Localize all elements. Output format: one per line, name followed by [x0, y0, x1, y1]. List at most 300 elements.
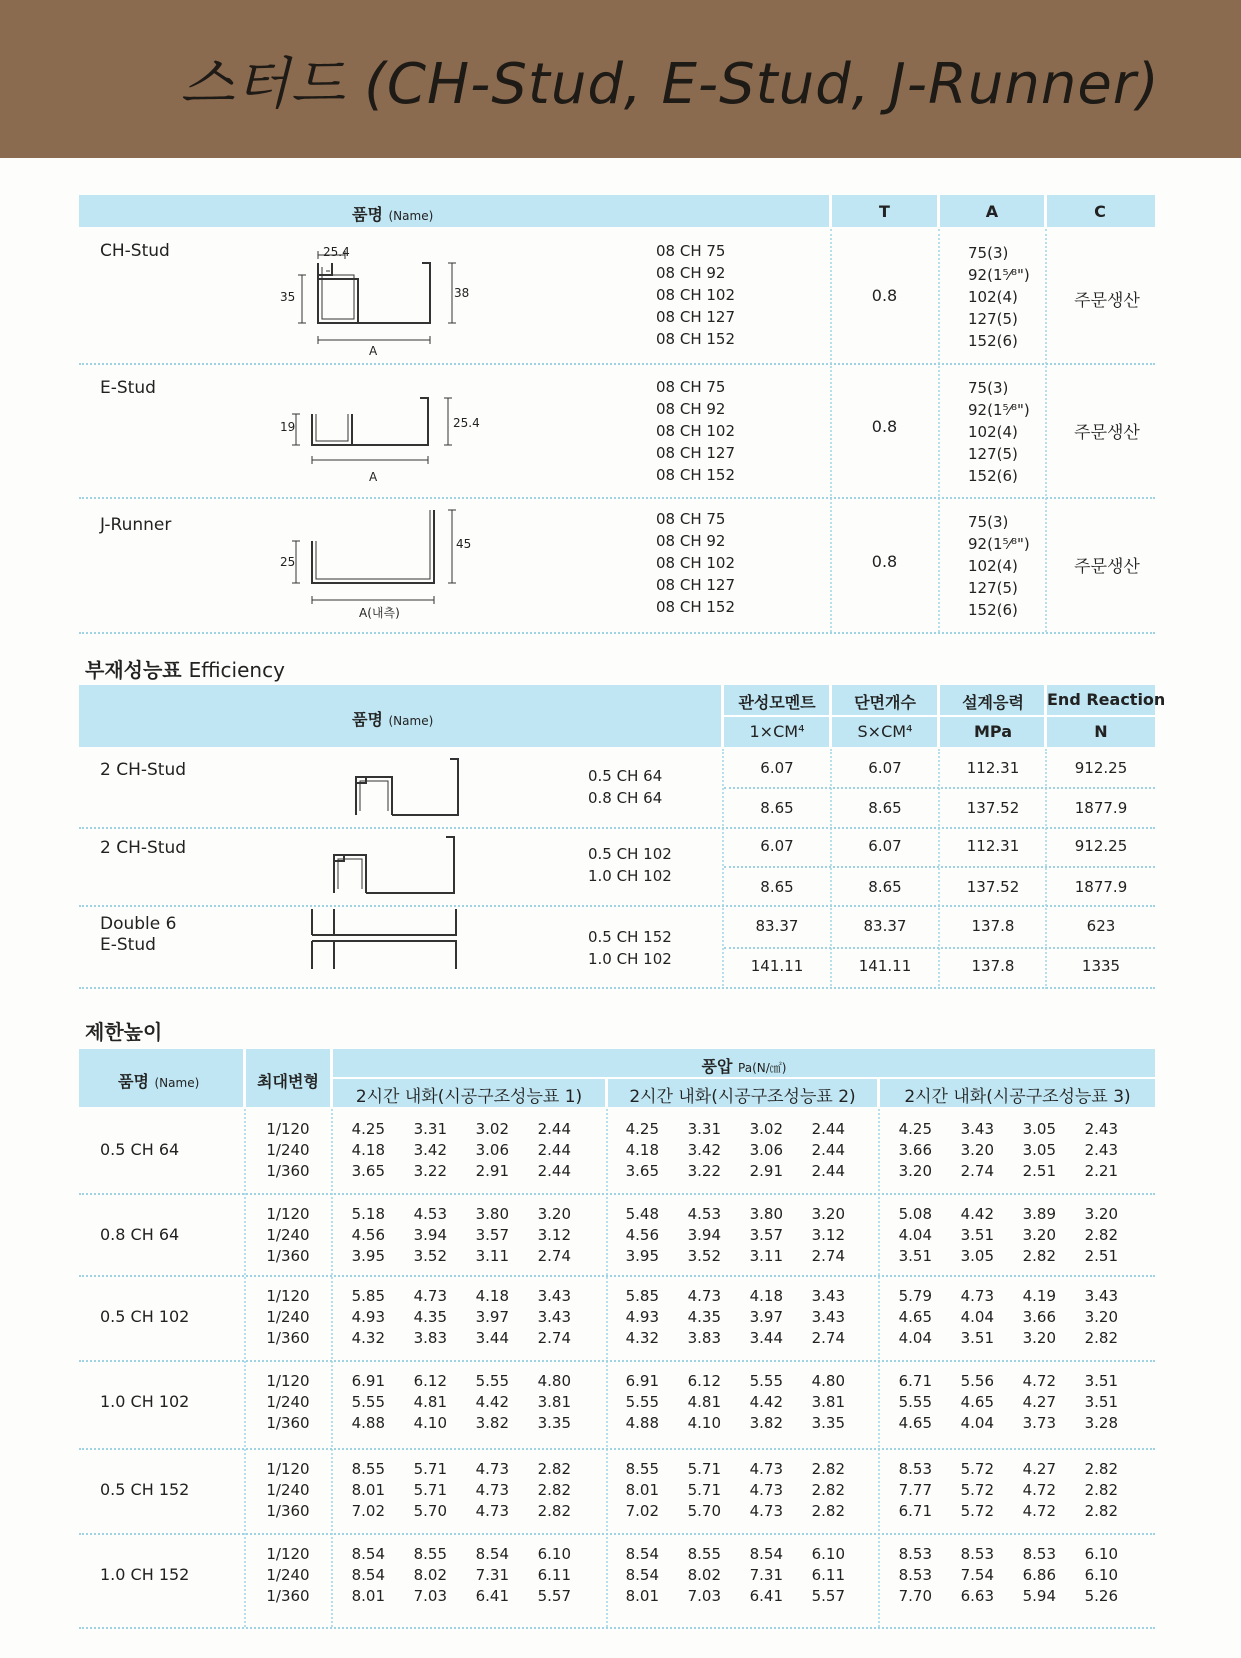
limit-value: 2.74 — [960, 1162, 994, 1180]
limit-value: 3.12 — [811, 1226, 845, 1244]
limit-value: 2.82 — [1084, 1226, 1118, 1244]
limit-value: 5.72 — [960, 1502, 994, 1520]
header-name — [118, 1069, 199, 1092]
dim-label: A(내측) — [359, 606, 400, 620]
deflection-value: 1/240 — [266, 1566, 310, 1584]
header-section-unit: S×CM⁴ — [857, 722, 913, 741]
deflection-value: 1/240 — [266, 1481, 310, 1499]
limit-value: 2.43 — [1084, 1120, 1118, 1138]
limit-value: 3.83 — [687, 1329, 721, 1347]
efficiency-name: 2 CH-Stud — [100, 838, 187, 858]
efficiency-value: 6.07 — [868, 759, 902, 777]
limit-value: 4.88 — [625, 1414, 659, 1432]
limit-value: 4.10 — [413, 1414, 447, 1432]
limit-value: 5.71 — [687, 1460, 721, 1478]
limit-value: 4.81 — [413, 1393, 447, 1411]
limit-value-column — [1073, 1119, 1118, 1182]
limit-value: 3.97 — [749, 1308, 783, 1326]
limit-value-column — [340, 1119, 385, 1182]
header-name-en: (Name) — [388, 714, 434, 728]
limit-value: 2.91 — [749, 1162, 783, 1180]
row-divider — [79, 905, 1155, 907]
limit-value: 3.82 — [749, 1414, 783, 1432]
header-separator — [333, 1077, 1155, 1079]
limit-value-column — [340, 1286, 385, 1349]
a-value: 75(3) — [968, 244, 1009, 262]
limit-value: 7.03 — [413, 1587, 447, 1605]
page-title: 스터드 (CH-Stud, E-Stud, J-Runner) — [180, 52, 1160, 117]
limit-value: 5.55 — [898, 1393, 932, 1411]
limit-value-column — [949, 1119, 994, 1182]
limit-value: 3.44 — [475, 1329, 509, 1347]
limit-value-column — [800, 1544, 845, 1607]
limit-value: 3.20 — [1022, 1329, 1056, 1347]
limit-value: 3.81 — [811, 1393, 845, 1411]
column-divider — [878, 1109, 880, 1627]
limit-value-column — [738, 1204, 783, 1267]
limit-value: 4.27 — [1022, 1393, 1056, 1411]
a-value: 92(1⁵⁄⁸") — [968, 401, 1030, 419]
limit-value: 3.02 — [749, 1120, 783, 1138]
limit-value: 8.54 — [475, 1545, 509, 1563]
row-divider — [79, 987, 1155, 989]
limit-value: 8.54 — [749, 1545, 783, 1563]
limit-value: 4.73 — [749, 1460, 783, 1478]
a-value: 152(6) — [968, 467, 1018, 485]
limit-value-column — [949, 1204, 994, 1267]
limit-value: 3.20 — [960, 1141, 994, 1159]
limit-product-name: 0.5 CH 102 — [100, 1307, 190, 1326]
deflection-value: 1/240 — [266, 1393, 310, 1411]
limit-value: 6.41 — [475, 1587, 509, 1605]
deflection-value: 1/360 — [266, 1247, 310, 1265]
j-runner-profile-diagram — [270, 505, 480, 620]
limit-value: 3.97 — [475, 1308, 509, 1326]
limit-value: 8.53 — [898, 1545, 932, 1563]
limit-value: 5.55 — [749, 1372, 783, 1390]
header-name — [352, 202, 433, 225]
limit-value: 2.82 — [537, 1460, 571, 1478]
header-group-3: 2시간 내화(시공구조성능표 3) — [904, 1087, 1131, 1107]
limit-value: 3.80 — [475, 1205, 509, 1223]
header-moment-unit: 1×CM⁴ — [749, 722, 805, 741]
limit-value: 2.74 — [811, 1247, 845, 1265]
limit-product-name: 0.5 CH 152 — [100, 1480, 190, 1499]
efficiency-value: 112.31 — [966, 837, 1020, 855]
header-t: T — [879, 202, 890, 221]
limit-value-column — [402, 1204, 447, 1267]
limit-value: 4.18 — [749, 1287, 783, 1305]
efficiency-value: 912.25 — [1074, 759, 1128, 777]
efficiency-name: 2 CH-Stud — [100, 760, 187, 780]
header-stress: 설계응력 — [962, 693, 1024, 712]
row-divider — [724, 947, 1155, 949]
limit-value: 4.04 — [898, 1226, 932, 1244]
limit-value: 3.05 — [1022, 1141, 1056, 1159]
limit-value-column — [800, 1459, 845, 1522]
limit-value: 4.73 — [749, 1481, 783, 1499]
limit-value-column — [949, 1371, 994, 1434]
title-banner — [0, 0, 1241, 158]
header-section: 단면개수 — [854, 693, 916, 712]
limit-value: 2.82 — [1084, 1460, 1118, 1478]
a-value: 75(3) — [968, 513, 1009, 531]
limit-value: 6.11 — [537, 1566, 571, 1584]
limit-value: 5.70 — [687, 1502, 721, 1520]
dim-label: 19 — [280, 420, 296, 434]
limit-value: 3.42 — [687, 1141, 721, 1159]
limit-value-column — [614, 1204, 659, 1267]
deflection-value: 1/240 — [266, 1226, 310, 1244]
limit-value: 6.10 — [1084, 1545, 1118, 1563]
limit-value: 3.05 — [960, 1247, 994, 1265]
efficiency-codes: 0.5 CH 102 1.0 CH 102 — [588, 845, 672, 885]
limit-value: 5.79 — [898, 1287, 932, 1305]
limit-value: 4.18 — [475, 1287, 509, 1305]
header-group-2: 2시간 내화(시공구조성능표 2) — [629, 1087, 856, 1107]
limit-value: 2.44 — [537, 1162, 571, 1180]
dim-label: 25.4 — [453, 416, 480, 430]
thickness-value: 0.8 — [871, 417, 898, 436]
limit-value: 3.52 — [687, 1247, 721, 1265]
limit-value: 4.25 — [625, 1120, 659, 1138]
limit-value: 7.02 — [625, 1502, 659, 1520]
limit-value: 3.28 — [1084, 1414, 1118, 1432]
limit-value-column — [340, 1544, 385, 1607]
limit-value: 6.63 — [960, 1587, 994, 1605]
a-values — [968, 511, 1030, 621]
limit-value-column — [526, 1371, 571, 1434]
limit-value: 2.82 — [811, 1481, 845, 1499]
row-divider — [79, 827, 1155, 829]
limit-product-name: 0.5 CH 64 — [100, 1140, 180, 1159]
header-wind-pressure — [333, 1054, 1155, 1077]
limit-value: 6.91 — [351, 1372, 385, 1390]
efficiency-value: 141.11 — [750, 957, 804, 975]
limit-value: 4.25 — [898, 1120, 932, 1138]
limit-value: 6.71 — [898, 1372, 932, 1390]
limit-value: 3.57 — [749, 1226, 783, 1244]
limit-value-column — [340, 1459, 385, 1522]
deflection-value: 1/120 — [266, 1545, 310, 1563]
limit-value: 8.55 — [413, 1545, 447, 1563]
limit-value: 7.02 — [351, 1502, 385, 1520]
limit-value: 3.94 — [413, 1226, 447, 1244]
limit-value-column — [676, 1286, 721, 1349]
a-value: 102(4) — [968, 557, 1018, 575]
limit-value: 3.06 — [475, 1141, 509, 1159]
limit-value-column — [402, 1286, 447, 1349]
limit-value-column — [738, 1286, 783, 1349]
limit-value: 4.88 — [351, 1414, 385, 1432]
limit-value-column — [800, 1204, 845, 1267]
deflection-list — [248, 1119, 328, 1182]
limit-value: 6.12 — [687, 1372, 721, 1390]
limit-value: 3.43 — [811, 1287, 845, 1305]
limit-value-column — [614, 1371, 659, 1434]
efficiency-name: Double 6 E-Stud — [100, 914, 177, 955]
limit-value: 3.52 — [413, 1247, 447, 1265]
deflection-value: 1/360 — [266, 1587, 310, 1605]
header-name — [352, 707, 433, 730]
order-production: 주문생산 — [1074, 423, 1140, 443]
limit-value-column — [738, 1371, 783, 1434]
limit-value: 2.82 — [811, 1502, 845, 1520]
limit-value: 2.82 — [1022, 1247, 1056, 1265]
limit-value: 8.54 — [351, 1566, 385, 1584]
ch-stud-profile-diagram — [270, 245, 480, 360]
limit-value-column — [464, 1371, 509, 1434]
limit-value: 2.44 — [537, 1141, 571, 1159]
limit-value: 3.95 — [351, 1247, 385, 1265]
a-values — [968, 377, 1030, 487]
product-name: CH-Stud — [100, 241, 170, 261]
limit-value: 5.48 — [625, 1205, 659, 1223]
a-value: 127(5) — [968, 310, 1018, 328]
limit-value: 5.57 — [537, 1587, 571, 1605]
deflection-list — [248, 1204, 328, 1267]
limit-value: 5.08 — [898, 1205, 932, 1223]
thickness-value: 0.8 — [871, 552, 898, 571]
limit-value: 3.22 — [413, 1162, 447, 1180]
efficiency-value: 137.52 — [966, 878, 1020, 896]
limit-value: 5.56 — [960, 1372, 994, 1390]
limit-value-column — [887, 1119, 932, 1182]
limit-value: 2.82 — [811, 1460, 845, 1478]
product-codes: 08 CH 75 08 CH 92 08 CH 102 08 CH 127 08 CH 152 — [656, 378, 736, 484]
double-ch-stud-diagram — [328, 833, 468, 903]
row-divider — [79, 1360, 1155, 1362]
limit-value: 3.43 — [537, 1308, 571, 1326]
limit-value: 3.20 — [1084, 1205, 1118, 1223]
limit-value: 3.42 — [413, 1141, 447, 1159]
limit-value: 8.55 — [625, 1460, 659, 1478]
limit-value: 4.73 — [749, 1502, 783, 1520]
limit-value-column — [676, 1204, 721, 1267]
limit-value: 3.20 — [811, 1205, 845, 1223]
header-a: A — [985, 202, 999, 221]
limit-value-column — [526, 1204, 571, 1267]
column-divider — [244, 1109, 246, 1627]
limit-value: 5.55 — [475, 1372, 509, 1390]
row-divider — [79, 497, 1155, 499]
a-value: 127(5) — [968, 579, 1018, 597]
efficiency-value: 6.07 — [868, 837, 902, 855]
limit-value: 8.02 — [687, 1566, 721, 1584]
limit-value: 5.26 — [1084, 1587, 1118, 1605]
deflection-value: 1/240 — [266, 1308, 310, 1326]
row-divider — [79, 1193, 1155, 1195]
limit-value: 8.01 — [625, 1481, 659, 1499]
limit-value: 3.22 — [687, 1162, 721, 1180]
limit-value-column — [340, 1204, 385, 1267]
header-name-en: (Name) — [154, 1076, 200, 1090]
limit-value-column — [464, 1286, 509, 1349]
a-value: 152(6) — [968, 332, 1018, 350]
limit-value: 2.44 — [811, 1120, 845, 1138]
limit-value: 3.51 — [898, 1247, 932, 1265]
limit-value-column — [676, 1119, 721, 1182]
limit-value: 4.65 — [898, 1414, 932, 1432]
deflection-value: 1/240 — [266, 1141, 310, 1159]
row-divider — [79, 632, 1155, 634]
limit-value: 4.27 — [1022, 1460, 1056, 1478]
deflection-value: 1/360 — [266, 1414, 310, 1432]
limit-value-column — [887, 1204, 932, 1267]
limit-value-column — [1011, 1119, 1056, 1182]
column-divider — [938, 749, 940, 989]
limit-value: 3.81 — [537, 1393, 571, 1411]
limit-value: 4.53 — [413, 1205, 447, 1223]
order-production: 주문생산 — [1074, 557, 1140, 577]
limit-value-column — [614, 1544, 659, 1607]
efficiency-value: 137.8 — [971, 957, 1015, 975]
limit-value: 3.12 — [537, 1226, 571, 1244]
limit-value: 3.43 — [1084, 1287, 1118, 1305]
limit-value: 6.86 — [1022, 1566, 1056, 1584]
limit-value: 4.53 — [687, 1205, 721, 1223]
a-value: 92(1⁵⁄⁸") — [968, 535, 1030, 553]
header-end-reaction: End Reaction — [1047, 690, 1166, 709]
limit-value: 4.18 — [625, 1141, 659, 1159]
limit-value-column — [526, 1286, 571, 1349]
limit-value: 5.94 — [1022, 1587, 1056, 1605]
limit-value: 3.66 — [1022, 1308, 1056, 1326]
deflection-value: 1/120 — [266, 1460, 310, 1478]
limit-value: 4.04 — [898, 1329, 932, 1347]
limit-value-column — [402, 1544, 447, 1607]
limit-value-column — [1073, 1544, 1118, 1607]
limit-value: 6.71 — [898, 1502, 932, 1520]
limit-value: 3.43 — [537, 1287, 571, 1305]
limit-value: 3.66 — [898, 1141, 932, 1159]
a-value: 152(6) — [968, 601, 1018, 619]
limit-value: 4.72 — [1022, 1372, 1056, 1390]
limit-value-column — [1011, 1204, 1056, 1267]
limit-value: 8.54 — [625, 1545, 659, 1563]
efficiency-value: 8.65 — [760, 878, 794, 896]
limit-value: 4.81 — [687, 1393, 721, 1411]
dim-label: 45 — [456, 537, 472, 551]
a-value: 127(5) — [968, 445, 1018, 463]
limit-value: 3.43 — [811, 1308, 845, 1326]
limit-value: 3.02 — [475, 1120, 509, 1138]
limit-value: 2.74 — [537, 1247, 571, 1265]
limit-value: 2.74 — [811, 1329, 845, 1347]
limit-value: 3.44 — [749, 1329, 783, 1347]
limit-value: 5.57 — [811, 1587, 845, 1605]
limit-product-name: 1.0 CH 152 — [100, 1565, 190, 1584]
limit-value: 4.73 — [687, 1287, 721, 1305]
row-divider — [79, 363, 1155, 365]
header-end-reaction-unit: N — [1094, 722, 1108, 741]
efficiency-value: 1877.9 — [1074, 878, 1128, 896]
limit-value: 8.55 — [351, 1460, 385, 1478]
limit-value: 4.72 — [1022, 1481, 1056, 1499]
deflection-value: 1/360 — [266, 1329, 310, 1347]
limit-value: 4.73 — [960, 1287, 994, 1305]
limit-value: 8.54 — [351, 1545, 385, 1563]
dim-label: A — [369, 344, 378, 358]
efficiency-value: 912.25 — [1074, 837, 1128, 855]
limit-value: 3.65 — [351, 1162, 385, 1180]
limit-value: 6.91 — [625, 1372, 659, 1390]
efficiency-value: 8.65 — [760, 799, 794, 817]
limit-value-column — [464, 1459, 509, 1522]
limit-value: 8.54 — [625, 1566, 659, 1584]
limit-value-column — [887, 1544, 932, 1607]
limit-title: 제한높이 — [85, 1020, 163, 1044]
limit-value-column — [738, 1459, 783, 1522]
limit-product-name: 0.8 CH 64 — [100, 1225, 180, 1244]
limit-value: 7.54 — [960, 1566, 994, 1584]
limit-value: 2.44 — [811, 1162, 845, 1180]
limit-value: 8.53 — [960, 1545, 994, 1563]
limit-value-column — [526, 1459, 571, 1522]
limit-value: 3.82 — [475, 1414, 509, 1432]
limit-value: 2.51 — [1022, 1162, 1056, 1180]
product-codes: 08 CH 75 08 CH 92 08 CH 102 08 CH 127 08 CH 152 — [656, 242, 736, 348]
efficiency-title-ko: 부재성능표 — [85, 658, 182, 682]
limit-value: 3.95 — [625, 1247, 659, 1265]
limit-value: 4.42 — [960, 1205, 994, 1223]
header-c: C — [1094, 202, 1106, 221]
limit-value-column — [800, 1119, 845, 1182]
dim-label: 35 — [280, 290, 296, 304]
limit-value: 4.10 — [687, 1414, 721, 1432]
limit-value: 3.35 — [811, 1414, 845, 1432]
limit-value-column — [1073, 1459, 1118, 1522]
limit-value: 4.42 — [475, 1393, 509, 1411]
row-divider — [79, 1533, 1155, 1535]
limit-value: 6.41 — [749, 1587, 783, 1605]
limit-value: 2.82 — [1084, 1329, 1118, 1347]
efficiency-value: 623 — [1086, 917, 1116, 935]
limit-value-column — [800, 1371, 845, 1434]
limit-value: 2.82 — [537, 1481, 571, 1499]
limit-value-column — [949, 1544, 994, 1607]
limit-value-column — [526, 1544, 571, 1607]
limit-value: 3.65 — [625, 1162, 659, 1180]
column-divider — [722, 749, 724, 989]
limit-value: 8.01 — [351, 1481, 385, 1499]
product-name: E-Stud — [100, 378, 156, 398]
efficiency-title — [85, 654, 285, 683]
limit-value: 4.32 — [625, 1329, 659, 1347]
limit-value-column — [676, 1544, 721, 1607]
limit-value: 3.20 — [898, 1162, 932, 1180]
efficiency-value: 137.8 — [971, 917, 1015, 935]
limit-value: 5.70 — [413, 1502, 447, 1520]
limit-value: 7.31 — [749, 1566, 783, 1584]
limit-value-column — [614, 1119, 659, 1182]
limit-value: 4.80 — [537, 1372, 571, 1390]
limit-value: 4.73 — [413, 1287, 447, 1305]
limit-value: 2.82 — [1084, 1502, 1118, 1520]
efficiency-codes: 0.5 CH 152 1.0 CH 102 — [588, 928, 672, 968]
limit-value: 4.93 — [625, 1308, 659, 1326]
limit-value-column — [738, 1119, 783, 1182]
limit-value: 4.65 — [960, 1393, 994, 1411]
row-divider — [724, 787, 1155, 789]
deflection-value: 1/120 — [266, 1120, 310, 1138]
header-stress-unit: MPa — [973, 722, 1012, 741]
limit-value: 7.31 — [475, 1566, 509, 1584]
efficiency-value: 141.11 — [858, 957, 912, 975]
limit-value-column — [340, 1371, 385, 1434]
dim-label: 25 — [280, 555, 296, 569]
limit-value-column — [1073, 1286, 1118, 1349]
